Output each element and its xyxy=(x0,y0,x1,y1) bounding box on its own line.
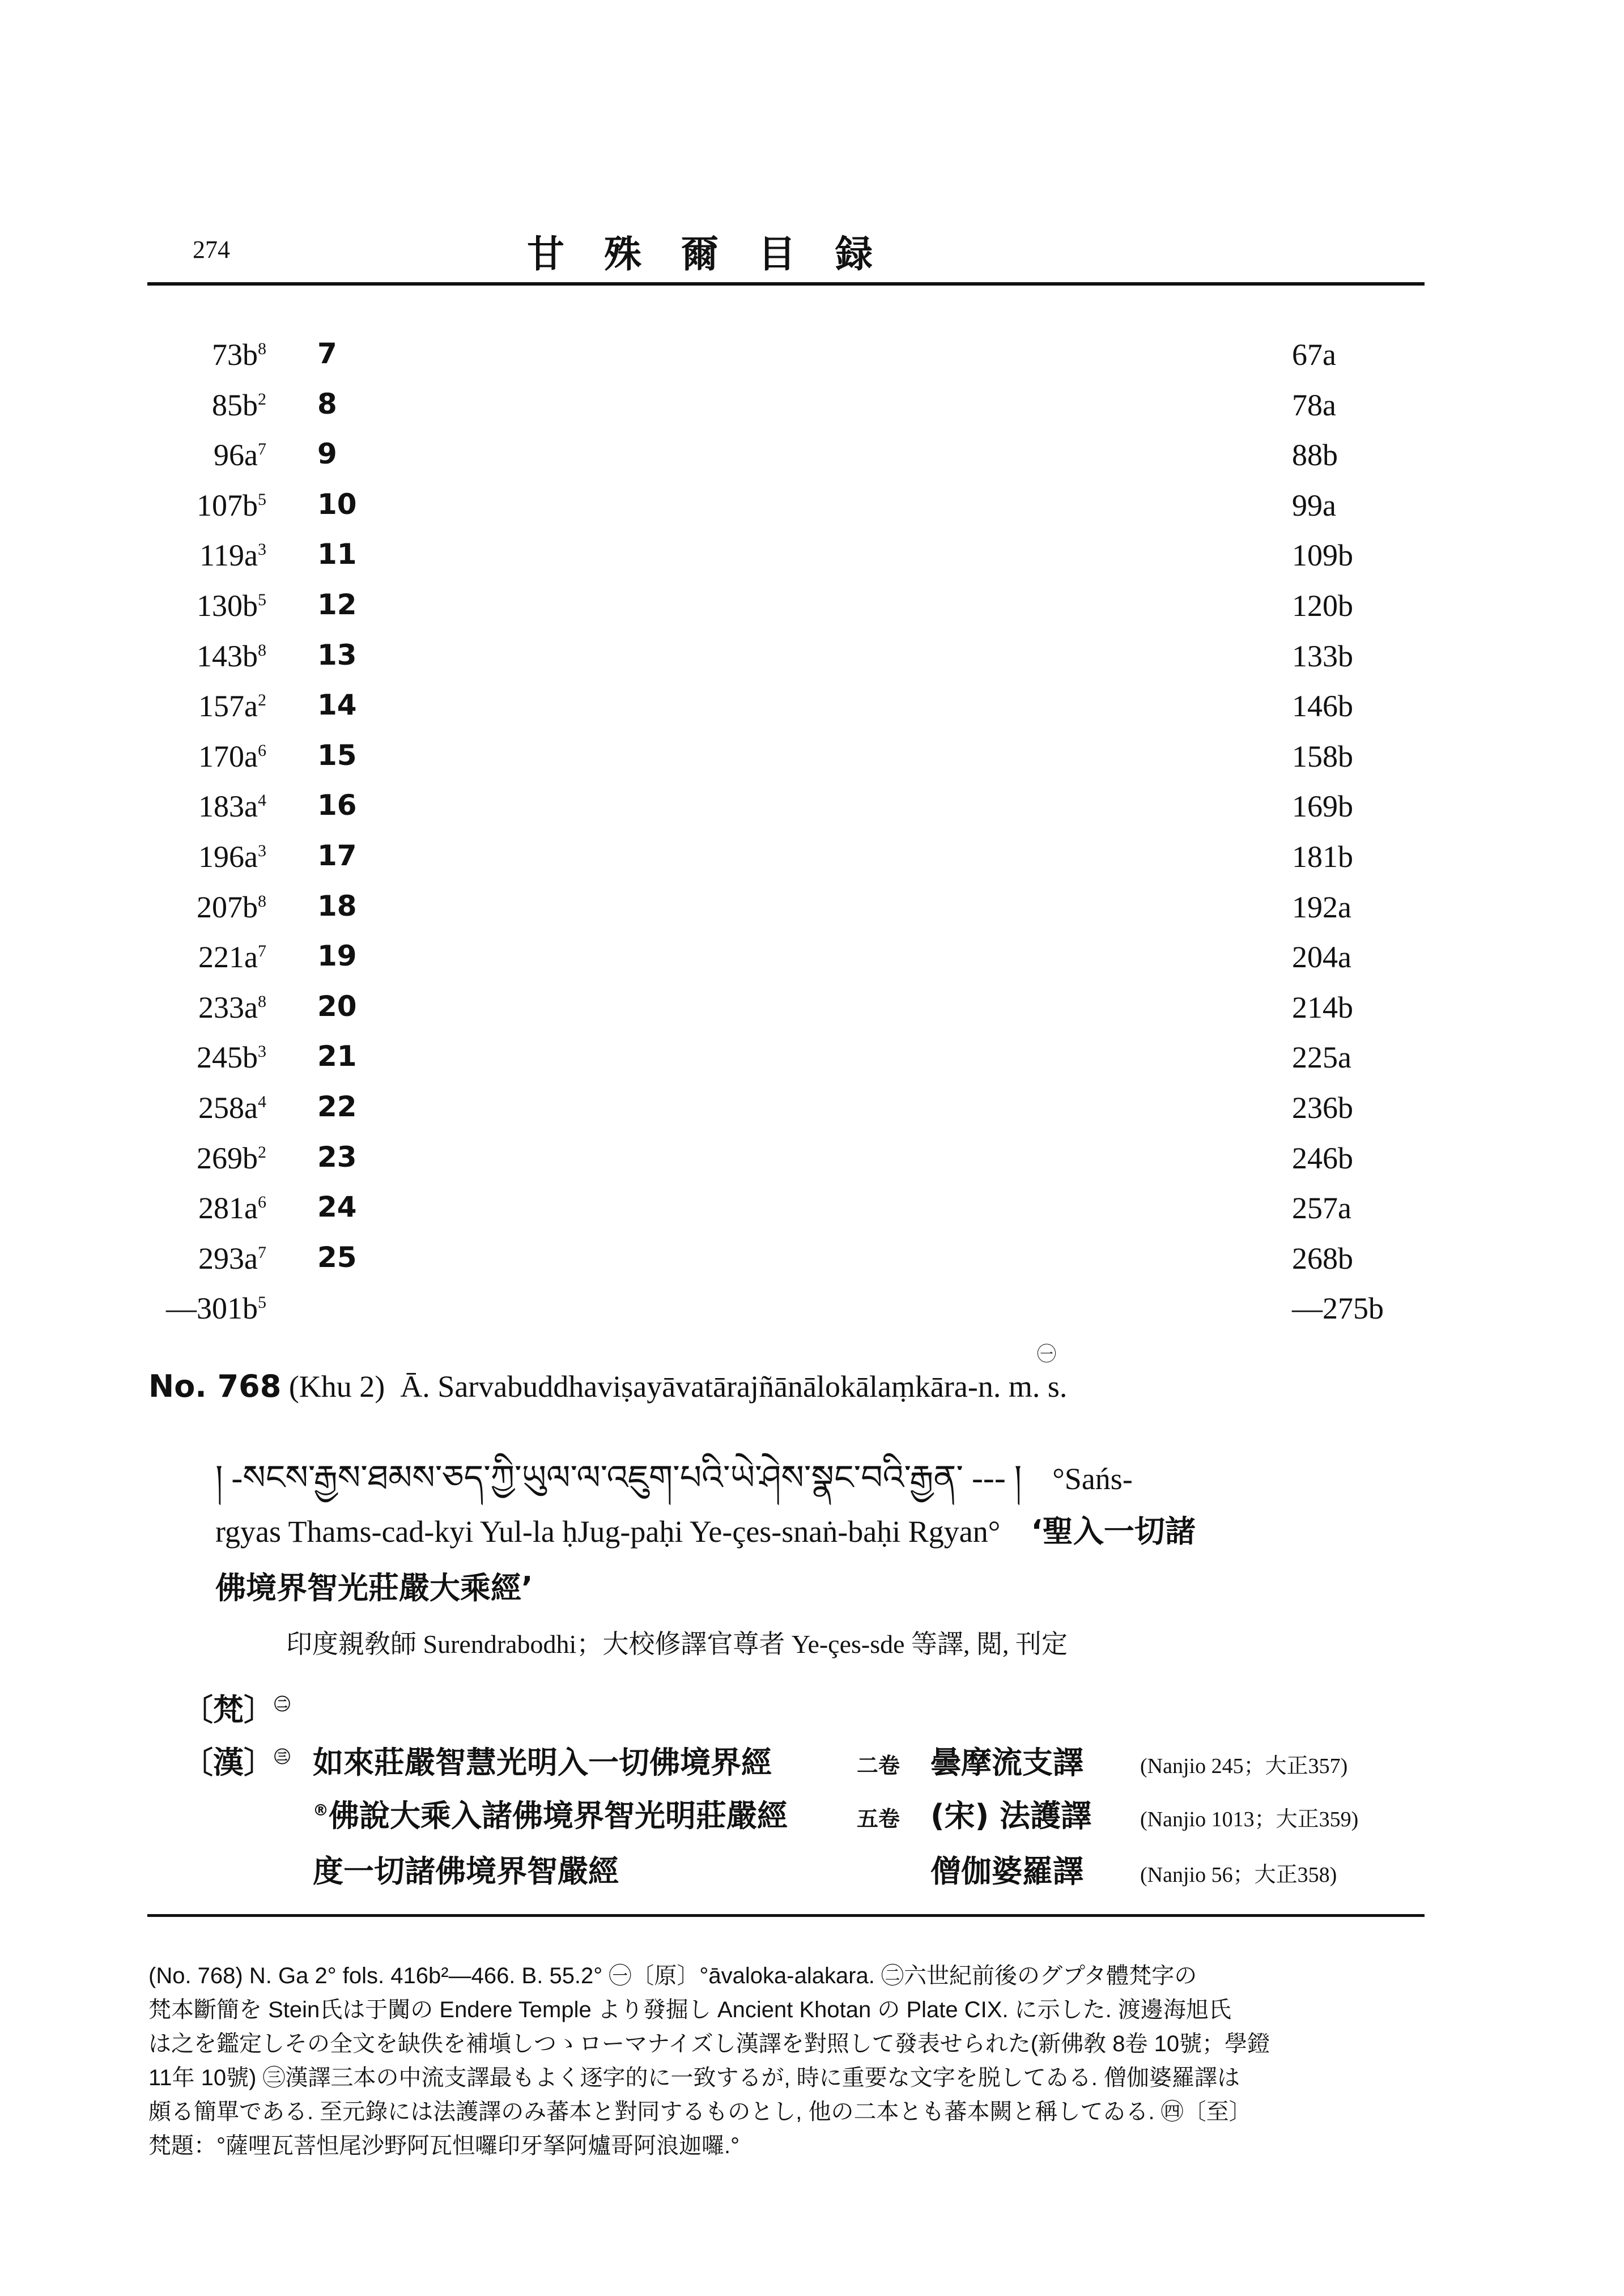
folio-start: $85b^2$ xyxy=(212,388,266,422)
folio-end: 146b xyxy=(1292,689,1353,724)
volume-number: 10 xyxy=(317,487,357,521)
footnote-line: 頗る簡單である. 至元錄には法護譯のみ蕃本と對同するものとし, 他の二本とも蕃本闕と稱してゐる. ㊃〔至〕 xyxy=(148,2099,1252,2124)
chinese-translation-title: ®佛說大乘入諸佛境界智光明莊嚴經 xyxy=(313,1798,788,1834)
folio-start: $207b^8$ xyxy=(197,890,266,924)
translator: 曇摩流支譯 xyxy=(930,1745,1083,1780)
chinese-translation-title: 度一切諸佛境界智嚴經 xyxy=(313,1853,619,1889)
folio-end: 192a xyxy=(1292,890,1351,924)
tibetan-title: ། -སངས་རྒྱས་ཐམས་ཅད་ཀྱི་ཡུལ་ལ་འཇུག་པའི་ཡེ་ཤེས་སྣང་བའི་རྒྱན་ --- ། xyxy=(215,1459,1022,1496)
catalog-ref: (Nanjio 56；大正358) xyxy=(1140,1863,1337,1887)
folio-start: $196a^3$ xyxy=(198,840,266,874)
chinese-translation-row xyxy=(182,1847,1337,1891)
folio-start: $143b^8$ xyxy=(197,639,266,673)
volume-number: 23 xyxy=(317,1140,357,1173)
translators: 印度親敎師 Surendrabodhi；大校修譯官尊者 Ye-çes-sde 等譯, 閲, 刊定 xyxy=(286,1630,1068,1659)
chinese-label-cell xyxy=(182,1738,313,1782)
fascicle-count: 五卷 xyxy=(857,1806,900,1831)
folio-end: 268b xyxy=(1292,1241,1353,1275)
table-row xyxy=(147,990,1425,1040)
folio-start: $73b^8$ xyxy=(212,338,266,372)
table-row xyxy=(147,1190,1425,1240)
table-row xyxy=(147,789,1425,839)
folio-end: 236b xyxy=(1292,1091,1353,1125)
footnote-line: は之を鑑定しその全文を缺佚を補塡しつゝローマナイズし漢譯を對照して發表せられた(新佛敎 8卷 10號；學鐙 xyxy=(148,2031,1270,2056)
sanskrit-section xyxy=(182,1686,290,1729)
entry-number: No. 768 xyxy=(148,1368,282,1404)
page-number: 274 xyxy=(193,236,230,263)
volume-number: 17 xyxy=(317,839,357,872)
folio-end: 120b xyxy=(1292,589,1353,623)
folio-end: 158b xyxy=(1292,739,1353,773)
header-rule xyxy=(147,282,1425,286)
table-row xyxy=(147,939,1425,989)
fascicle-count: 二卷 xyxy=(857,1753,900,1778)
table-row xyxy=(147,1291,1425,1341)
footnote-line: 梵題：°薩哩瓦菩怛尾沙野阿瓦怛囉印牙拏阿爐哥阿浪迦囉.° xyxy=(148,2133,740,2158)
chinese-title-part2: 佛境界智光莊嚴大乘經’ xyxy=(215,1570,533,1606)
table-row xyxy=(147,1241,1425,1291)
footnote-line: 梵本斷簡を Stein氏は于闐の Endere Temple より發掘し Ancient Khotan の Plate CIX. に示した. 渡邊海旭氏 xyxy=(148,1997,1231,2022)
folio-start: $233a^8$ xyxy=(198,990,266,1024)
catalog-ref: (Nanjio 1013；大正359) xyxy=(1140,1808,1359,1831)
folio-end: 225a xyxy=(1292,1040,1351,1075)
volume-number: 20 xyxy=(317,989,357,1023)
footnote-line: 11年 10號) ㊂漢譯三本の中流支譯最もよく逐字的に一致するが, 時に重要な文字を脱してゐる. 僧伽婆羅譯は xyxy=(148,2065,1240,2090)
table-row xyxy=(147,839,1425,889)
folio-start: $293a^7$ xyxy=(198,1241,266,1275)
folio-start: $183a^4$ xyxy=(198,789,266,824)
table-row xyxy=(147,688,1425,738)
volume-number: 21 xyxy=(317,1040,357,1073)
folio-end: —275b xyxy=(1292,1291,1384,1326)
table-row xyxy=(147,437,1425,487)
entry-ref: (Khu 2) xyxy=(288,1370,385,1404)
folio-start: $245b^3$ xyxy=(197,1040,266,1075)
translit-line xyxy=(215,1507,1196,1551)
folio-start: $96a^7$ xyxy=(214,438,266,473)
table-row xyxy=(147,588,1425,638)
chinese-translation-row xyxy=(182,1738,1347,1782)
volume-number: 25 xyxy=(317,1240,357,1274)
folio-end: 214b xyxy=(1292,990,1353,1024)
folio-end: 257a xyxy=(1292,1191,1351,1226)
note-mark: ㊂ xyxy=(274,1747,291,1766)
table-row xyxy=(147,488,1425,538)
volume-number: 9 xyxy=(317,437,337,471)
volume-number: 16 xyxy=(317,789,357,822)
volume-number: 19 xyxy=(317,939,357,973)
sanskrit-label: 〔梵〕 xyxy=(182,1692,274,1728)
table-row xyxy=(147,739,1425,789)
folio-end: 204a xyxy=(1292,940,1351,975)
folio-end: 67a xyxy=(1292,338,1336,372)
folio-start: $157a^2$ xyxy=(198,689,266,724)
volume-number: 12 xyxy=(317,588,357,621)
note-mark: ㊁ xyxy=(274,1695,291,1714)
table-row xyxy=(147,639,1425,688)
chinese-translation-title: 如來莊嚴智慧光明入一切佛境界經 xyxy=(313,1745,772,1780)
folio-start: $107b^5$ xyxy=(197,488,266,522)
folio-end: 246b xyxy=(1292,1141,1353,1175)
translit-start: °Sańs- xyxy=(1052,1462,1133,1496)
tibetan-transliteration: rgyas Thams-cad-kyi Yul-la ḥJug-paḥi Ye-çes-snaṅ-baḥi Rgyan° xyxy=(215,1515,1001,1549)
entry-heading xyxy=(148,1368,1067,1404)
table-row xyxy=(147,337,1425,387)
folio-start: $170a^6$ xyxy=(198,739,266,773)
volume-number: 8 xyxy=(317,387,337,420)
table-row xyxy=(147,1090,1425,1140)
folio-start: $258a^4$ xyxy=(198,1091,266,1125)
page-title: 甘殊爾目録 xyxy=(527,232,912,276)
note-mark: ㊀ xyxy=(1037,1344,1056,1365)
volume-number: 14 xyxy=(317,688,357,722)
volume-number: 13 xyxy=(317,638,357,671)
folio-start: $—301b^5$ xyxy=(166,1291,266,1326)
chinese-label: 〔漢〕 xyxy=(182,1745,274,1780)
folio-end: 99a xyxy=(1292,488,1336,522)
folio-end: 109b xyxy=(1292,538,1353,573)
folio-start: $130b^5$ xyxy=(197,589,266,623)
footnote-line: (No. 768) N. Ga 2° fols. 416b²—466. B. 55.2° ㊀〔原〕°āvaloka-alakara. ㊁六世紀前後のグプタ體梵字の xyxy=(148,1963,1197,1988)
volume-number: 15 xyxy=(317,738,357,772)
chinese-title-part1: ‘聖入一切諸 xyxy=(1031,1513,1196,1549)
table-row xyxy=(147,890,1425,939)
translator: (宋) 法護譯 xyxy=(930,1798,1092,1834)
table-row xyxy=(147,388,1425,437)
table-row xyxy=(147,1040,1425,1090)
folio-start: $281a^6$ xyxy=(198,1191,266,1226)
volume-number: 24 xyxy=(317,1190,357,1224)
folio-start: $119a^3$ xyxy=(199,538,266,573)
table-row xyxy=(147,1141,1425,1190)
translator: 僧伽婆羅譯 xyxy=(930,1853,1083,1889)
table-row xyxy=(147,538,1425,588)
catalog-ref: (Nanjio 245；大正357) xyxy=(1140,1754,1348,1778)
footnote-rule xyxy=(147,1914,1425,1917)
volume-number: 18 xyxy=(317,889,357,922)
chinese-translation-row xyxy=(182,1792,1358,1835)
sanskrit-title: Ā. Sarvabuddhaviṣayāvatārajñānālokālaṃkāra-n. m. s. xyxy=(400,1370,1068,1404)
folio-end: 88b xyxy=(1292,438,1338,473)
folio-end: 133b xyxy=(1292,639,1353,673)
folio-end: 169b xyxy=(1292,789,1353,824)
volume-number: 22 xyxy=(317,1090,357,1123)
folio-end: 78a xyxy=(1292,388,1336,422)
folio-start: $221a^7$ xyxy=(198,940,266,975)
folio-end: 181b xyxy=(1292,840,1353,874)
volume-number: 7 xyxy=(317,337,337,370)
folio-start: $269b^2$ xyxy=(197,1141,266,1175)
volume-number: 11 xyxy=(317,538,357,571)
